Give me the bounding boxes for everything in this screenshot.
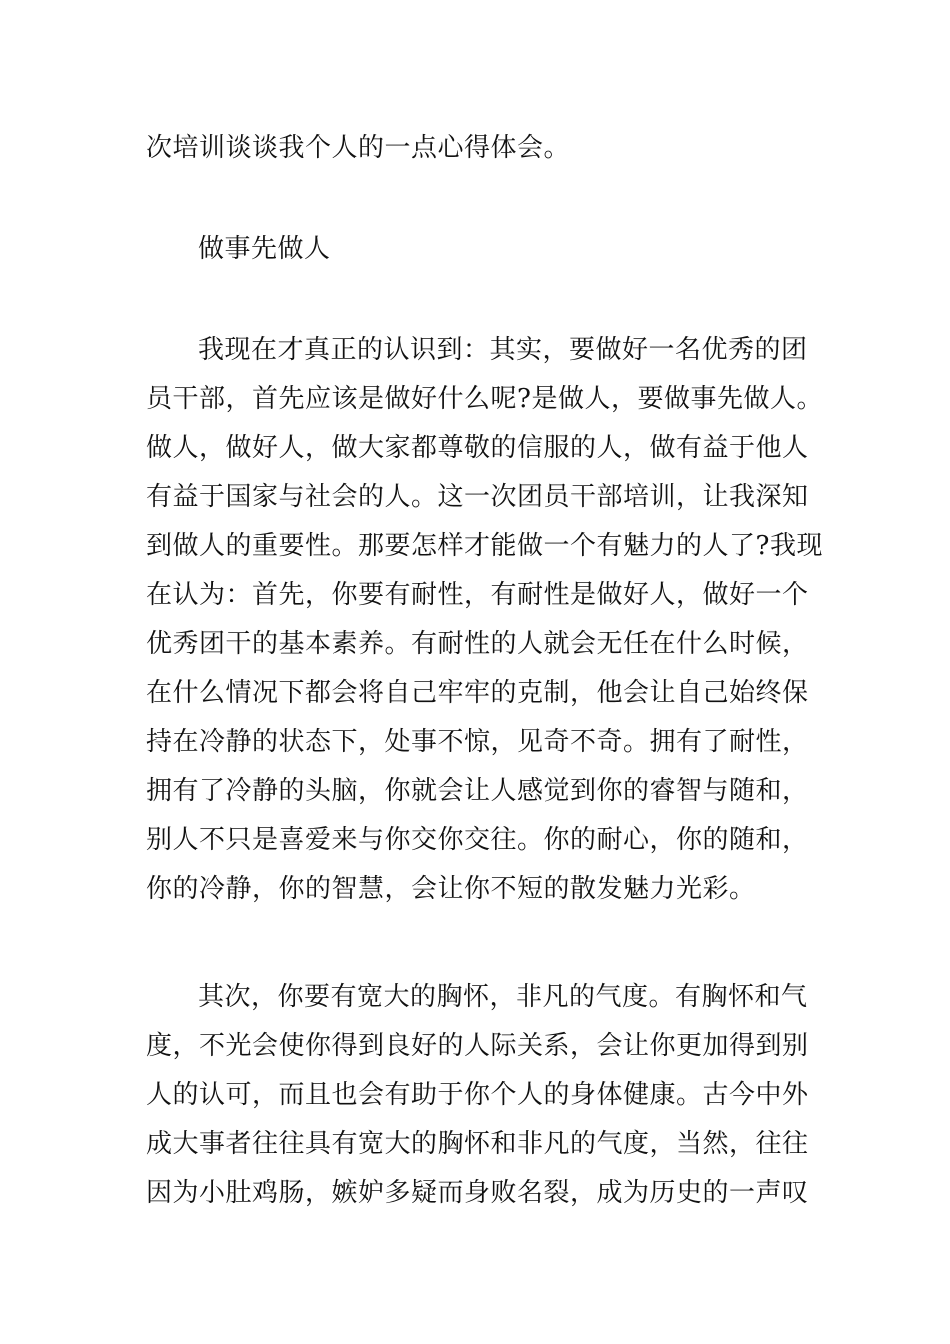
text-line: 做人，做好人，做大家都尊敬的信服的人，做有益于他人	[146, 433, 809, 463]
text-line: 你的冷静，你的智慧，会让你不短的散发魅力光彩。	[146, 874, 756, 904]
text-line: 拥有了冷静的头脑，你就会让人感觉到你的睿智与随和，	[146, 776, 809, 806]
text-line: 因为小肚鸡肠，嫉妒多疑而身败名裂，成为历史的一声叹	[146, 1178, 809, 1208]
text-line: 在认为：首先，你要有耐性，有耐性是做好人，做好一个	[146, 580, 809, 610]
text-line: 到做人的重要性。那要怎样才能做一个有魅力的人了?我现	[146, 531, 823, 561]
text-line: 员干部，首先应该是做好什么呢?是做人，要做事先做人。	[146, 384, 823, 414]
section-heading: 做事先做人	[198, 234, 331, 264]
text-line: 其次，你要有宽大的胸怀，非凡的气度。有胸怀和气	[198, 982, 808, 1012]
text-line: 人的认可，而且也会有助于你个人的身体健康。古今中外	[146, 1080, 809, 1110]
text-line: 优秀团干的基本素养。有耐性的人就会无任在什么时候，	[146, 629, 809, 659]
text-line: 在什么情况下都会将自己牢牢的克制，他会让自己始终保	[146, 678, 809, 708]
text-line: 我现在才真正的认识到：其实，要做好一名优秀的团	[198, 335, 808, 365]
text-line: 度，不光会使你得到良好的人际关系，会让你更加得到别	[146, 1031, 809, 1061]
text-line: 别人不只是喜爱来与你交你交往。你的耐心，你的随和，	[146, 825, 809, 855]
text-line: 次培训谈谈我个人的一点心得体会。	[146, 133, 571, 163]
text-line: 有益于国家与社会的人。这一次团员干部培训，让我深知	[146, 482, 809, 512]
text-line: 成大事者往往具有宽大的胸怀和非凡的气度，当然，往往	[146, 1129, 809, 1159]
text-line: 持在冷静的状态下，处事不惊，见奇不奇。拥有了耐性，	[146, 727, 809, 757]
